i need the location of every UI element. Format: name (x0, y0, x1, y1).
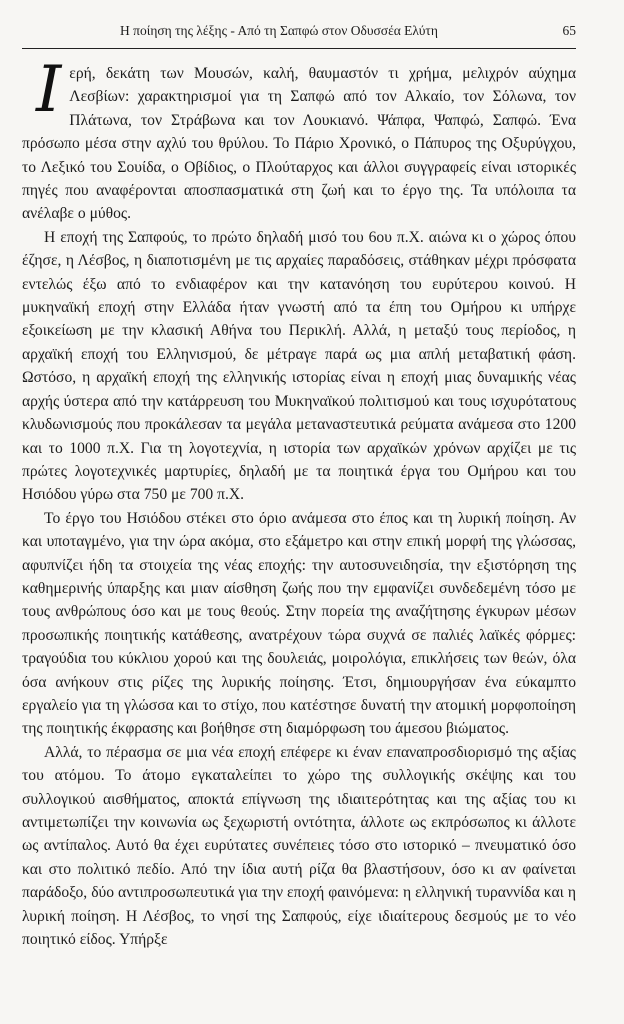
running-title: Η ποίηση της λέξης - Από τη Σαπφώ στον Οδυσσέα Ελύτη (120, 23, 438, 38)
paragraph-4: Αλλά, το πέρασμα σε μια νέα εποχή επέφερε κι έναν επαναπροσδιορισμό της αξίας του ατόμου. Το άτομο εγκαταλείπει το χώρο της συλλογικής σκέψης και του συλλογικού αισθήματος, αποκτά επίγνωση της ιδιαιτερότητας και της αξίας του κι αντιμετωπίζει την κοινωνία ως ξεχωριστή οντότητα, άλλοτε ως εκπρόσωπος κι άλλοτε ως αντίπαλος. Αυτό θα έχει ευρύτατες συνέπειες τόσο στο ιστορικό – πνευματικό όσο και στο πολιτικό πεδίο. Από την ίδια αυτή ρίζα θα βλαστήσουν, όσο κι αν φαίνεται παράδοξο, δύο αντιπροσωπευτικά για την εποχή φαινόμενα: η ελληνική τυραννίδα και η λυρική ποίηση. Η Λέσβος, το νησί της Σαπφούς, είχε ιδιαίτερους δεσμούς με το νέο ποιητικό είδος. Υπήρξε (22, 743, 576, 949)
page-number: 65 (562, 23, 576, 38)
paragraph-1 (22, 53, 576, 226)
header-rule (22, 48, 576, 49)
body-text (22, 53, 576, 951)
paragraph-2: Η εποχή της Σαπφούς, το πρώτο δηλαδή μισό του 6ου π.Χ. αιώνα κι ο χώρος όπου έζησε, η Λέσβος, η διαποτισμένη με τις αρχαίες παραδόσεις, στάθηκαν μέχρι πρόσφατα εντελώς έξω από το ενδιαφέρον και την κατανόηση του ευρύτερου κοινού. Η μυκηναϊκή εποχή στην Ελλάδα ήταν γνωστή από τα έπη του Ομήρου κι υπήρχε εξοικείωση με την κλασική Αθήνα του Περικλή. Αλλά, η μεταξύ τους περίοδος, η αρχαϊκή εποχή του Ελληνισμού, δε μέτραγε παρά ως μια απλή μεταβατική φάση. Ωστόσο, η αρχαϊκή εποχή της ελληνικής ιστορίας είναι η εποχή μιας δυναμικής νέας αρχής ύστερα από την κατάρρευση του Μυκηναϊκού πολιτισμού και τους ισχυρότατους κλυδωνισμούς που προκάλεσαν τα μεγάλα μεταναστευτικά ρεύματα ανάμεσα στο 1200 και το 1000 π.Χ. Για τη λογοτεχνία, η ιστορία των αρχαϊκών χρόνων αρχίζει με τις πρώτες λογοτεχνικές μαρτυρίες, δηλαδή με τα ποιητικά έργα του Ομήρου και του Ησιόδου γύρω στα 750 με 700 π.Χ. (22, 228, 576, 504)
paragraph-1-text: ερή, δεκάτη των Μουσών, καλή, θαυμαστόν τι χρήμα, μελιχρόν αύχημα Λεσβίων: χαρακτηρισμοί για τη Σαπφώ από τον Αλκαίο, τον Σόλωνα, τον Πλάτωνα, τον Στράβωνα και τον Λουκιανό. Ψάπφα, Ψαπφώ, Σαπφώ. Ένα πρόσωπο μέσα στην αχλύ του θρύλου. Το Πάριο Χρονικό, ο Πάπυρος της Οξυρύγχου, το Λεξικό του Σουίδα, ο Οβίδιος, ο Πλούταρχος και άλλοι συγγραφείς είναι ιστορικές πηγές που αναφέρονται αποσπασματικά στη ζωή και το έργο της. Τα υπόλοιπα τα ανέλαβε ο μύθος. (22, 65, 576, 223)
paragraph-3: Το έργο του Ησιόδου στέκει στο όριο ανάμεσα στο έπος και τη λυρική ποίηση. Αν και υποταγμένο, για την ώρα ακόμα, στο εξάμετρο και στην επική μορφή της γλώσσας, αφυπνίζει ήδη τα στοιχεία της νέας εποχής: την αυτοσυνειδησία, την εξιστόρηση της καθημερινής ύπαρξης και μιαν αίσθηση ζωής που την εμφανίζει συνδεδεμένη τόσο με τους ανθρώπους όσο και με τους θεούς. Στην πορεία της αναζήτησης έγκυρων μέσων προσωπικής ποιητικής κατάθεσης, ανατρέχουν τώρα συχνά σε παλιές λαϊκές φόρμες: τραγούδια του κύκλιου χορού και της δουλειάς, μοιρολόγια, επικλήσεις των θεών, όλα όσα ανήκουν στις ρίζες της λυρικής ποίησης. Έτσι, δημιουργήσαν ένα εύκαμπτο εργαλείο για τη γλώσσα και το στίχο, που κατέστησε δυνατή την ατομική μορφοποίηση της ποιητικής έκφρασης και βοήθησε στη διαμόρφωση του άμεσου βιώματος. (22, 509, 576, 738)
drop-cap: Ι (36, 53, 62, 127)
